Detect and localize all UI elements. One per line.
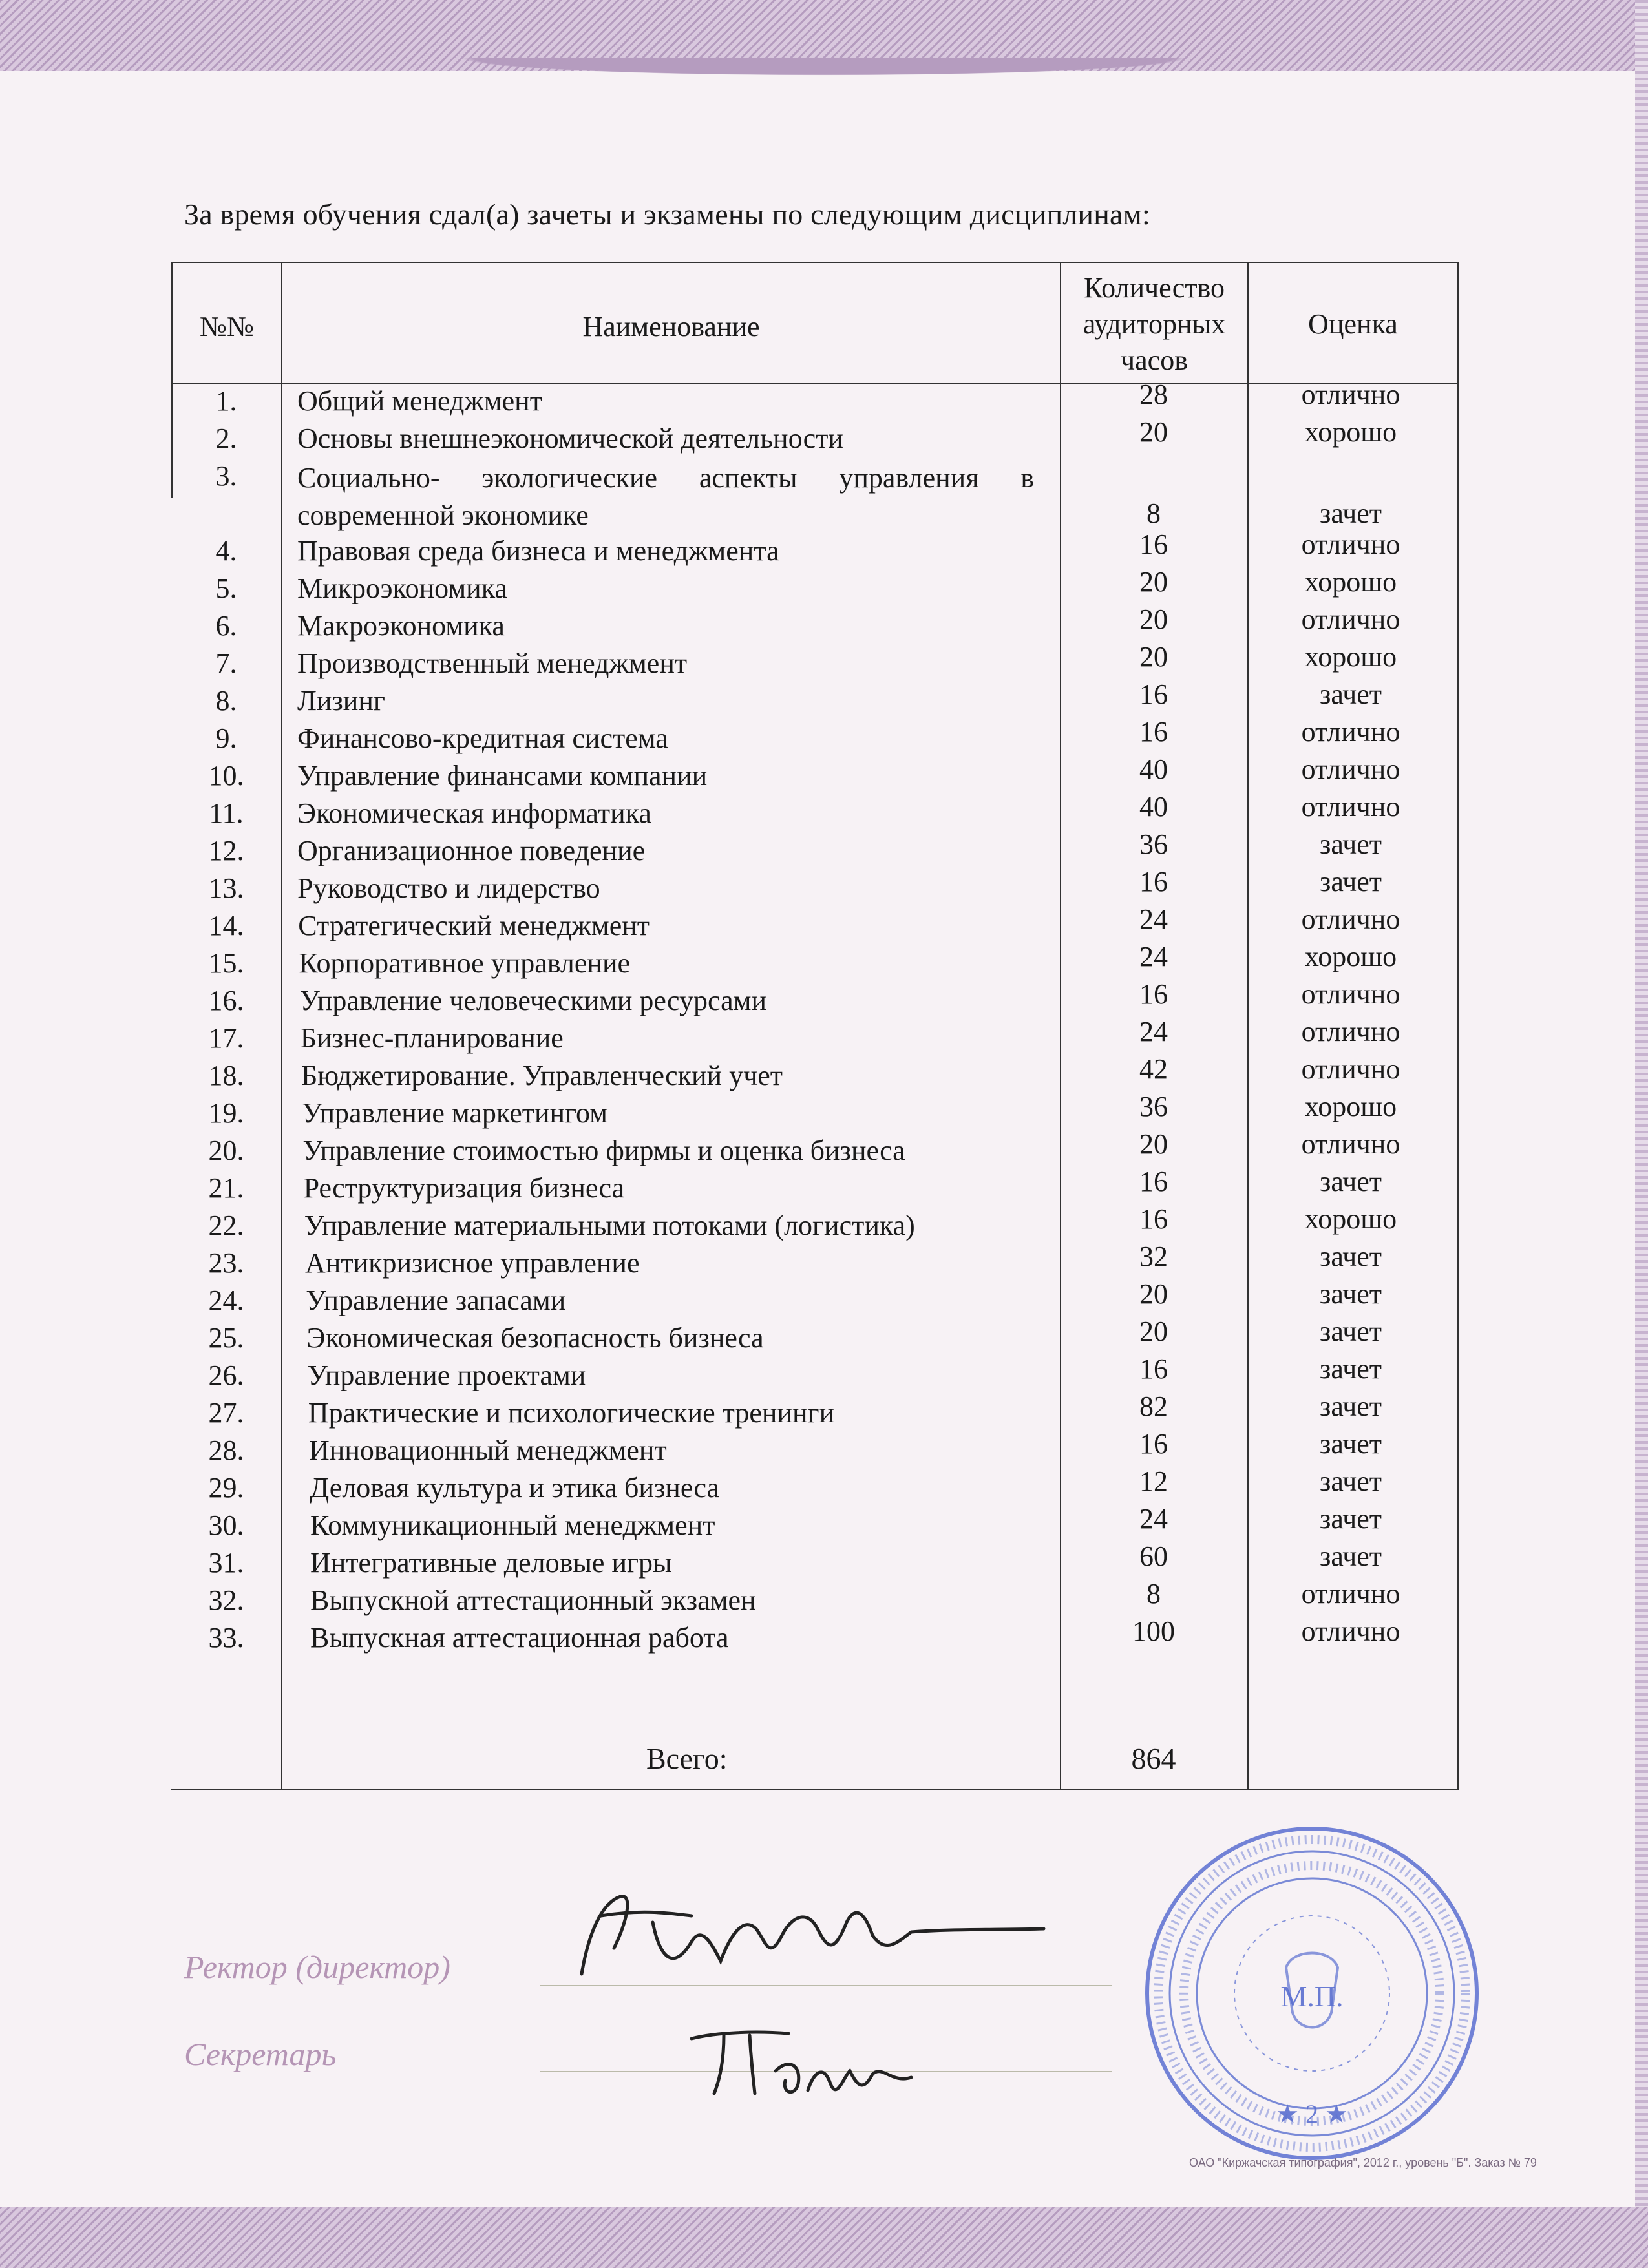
grade-value: зачет (1319, 1465, 1382, 1497)
grade-value: зачет (1319, 1278, 1382, 1310)
hours-value: 16 (1139, 1203, 1168, 1235)
grade-value: отлично (1301, 1615, 1400, 1647)
row-number: 5. (215, 572, 237, 604)
discipline-name: Корпоративное управление (299, 947, 631, 979)
discipline-name: Управление запасами (306, 1285, 566, 1316)
grade-value: отлично (1301, 604, 1400, 635)
grade-value: отлично (1301, 716, 1400, 748)
hours-value: 36 (1139, 1091, 1168, 1122)
hours-value: 24 (1139, 1503, 1168, 1535)
discipline-name: Социально- экологические аспекты управления в современной экономике (297, 462, 1034, 531)
row-number: 27. (208, 1397, 244, 1429)
total-label: Всего: (646, 1742, 728, 1775)
row-number: 19. (208, 1097, 244, 1129)
discipline-name: Управление стоимостью фирмы и оценка бизнеса (302, 1135, 905, 1166)
hours-value: 16 (1139, 1166, 1168, 1197)
row-number: 23. (208, 1247, 244, 1279)
discipline-name: Инновационный менеджмент (309, 1434, 667, 1466)
grade-value: зачет (1319, 1391, 1382, 1422)
guilloche-border-right (1635, 0, 1648, 2268)
row-number: 10. (208, 760, 244, 792)
discipline-name: Деловая культура и этика бизнеса (310, 1472, 720, 1504)
discipline-name: Руководство и лидерство (297, 872, 600, 904)
row-number: 20. (208, 1135, 244, 1166)
header-num: №№ (200, 311, 254, 342)
grade-value: хорошо (1304, 1203, 1397, 1235)
header-hours-line-3: часов (1121, 344, 1188, 376)
discipline-name: Лизинг (297, 685, 385, 717)
hours-value: 20 (1139, 1278, 1168, 1310)
row-number: 3. (215, 460, 237, 492)
discipline-name: Бюджетирование. Управленческий учет (301, 1060, 783, 1091)
hours-value: 16 (1139, 1353, 1168, 1385)
table-row (171, 416, 1457, 459)
hours-value: 20 (1139, 641, 1168, 673)
grade-value: отлично (1301, 1128, 1400, 1160)
grade-value: зачет (1319, 1353, 1382, 1385)
hours-value: 8 (1146, 498, 1161, 529)
hours-value: 28 (1139, 379, 1168, 410)
discipline-name: Бизнес-планирование (300, 1022, 564, 1054)
hours-value: 16 (1139, 866, 1168, 898)
hours-value: 20 (1139, 1128, 1168, 1160)
row-number: 1. (215, 385, 237, 417)
row-number: 13. (208, 872, 244, 904)
hours-value: 60 (1139, 1540, 1168, 1572)
row-number: 11. (209, 797, 244, 829)
official-seal-stamp (1137, 1819, 1486, 2168)
discipline-name: Интегративные деловые игры (310, 1547, 672, 1579)
row-number: 21. (208, 1172, 244, 1204)
grade-value: хорошо (1304, 566, 1397, 598)
grade-value: зачет (1319, 498, 1382, 529)
discipline-name: Управление человеческими ресурсами (299, 985, 766, 1016)
hours-value: 24 (1139, 903, 1168, 935)
table-top-border (171, 262, 1459, 263)
discipline-name: Макроэкономика (297, 610, 505, 642)
header-hours-line-2: аудиторных (1083, 308, 1226, 340)
grade-value: зачет (1319, 678, 1382, 710)
table-bottom-border (171, 1789, 1459, 1790)
row-number: 7. (215, 647, 237, 679)
hours-value: 12 (1139, 1465, 1168, 1497)
row-number: 28. (208, 1434, 244, 1466)
hours-value: 42 (1139, 1053, 1168, 1085)
secretary-signature (679, 2013, 924, 2103)
grade-value: отлично (1301, 1578, 1400, 1610)
discipline-name: Экономическая безопасность бизнеса (306, 1322, 764, 1354)
header-name: Наименование (582, 311, 760, 342)
row-number: 18. (208, 1060, 244, 1091)
row-number: 30. (208, 1509, 244, 1541)
total-value: 864 (1131, 1742, 1176, 1775)
hours-value: 100 (1132, 1615, 1175, 1647)
grade-value: зачет (1319, 866, 1382, 898)
hours-value: 20 (1139, 416, 1168, 448)
discipline-name: Коммуникационный менеджмент (310, 1509, 715, 1541)
hours-value: 16 (1139, 1428, 1168, 1460)
row-number: 25. (208, 1322, 244, 1354)
grade-value: зачет (1319, 1241, 1382, 1272)
discipline-name: Организационное поведение (297, 835, 646, 866)
discipline-name: Производственный менеджмент (297, 647, 688, 679)
grade-value: зачет (1319, 1540, 1382, 1572)
guilloche-border-top (0, 0, 1648, 71)
table-row (171, 459, 1457, 534)
grade-value: зачет (1319, 1316, 1382, 1347)
guilloche-border-bottom (0, 2207, 1648, 2268)
intro-text: За время обучения сдал(а) зачеты и экзамены по следующим дисциплинам: (184, 198, 1150, 231)
grade-value: отлично (1301, 791, 1400, 823)
table-row (171, 1615, 1457, 1659)
row-number: 22. (208, 1210, 244, 1241)
hours-value: 82 (1139, 1391, 1168, 1422)
hours-value: 8 (1146, 1578, 1161, 1610)
hours-value: 24 (1139, 1016, 1168, 1047)
discipline-name: Стратегический менеджмент (298, 910, 650, 941)
grade-value: отлично (1301, 529, 1400, 560)
row-number: 24. (208, 1285, 244, 1316)
row-number: 4. (215, 535, 237, 567)
row-number: 2. (215, 423, 237, 454)
discipline-name: Реструктуризация бизнеса (303, 1172, 625, 1204)
hours-value: 32 (1139, 1241, 1168, 1272)
grade-value: хорошо (1304, 1091, 1397, 1122)
row-number: 12. (208, 835, 244, 866)
row-number: 6. (215, 610, 237, 642)
discipline-name: Основы внешнеэкономической деятельности (297, 423, 843, 454)
row-number: 16. (208, 985, 244, 1016)
seal-center-text: М.П. (1280, 1980, 1344, 2013)
grade-value: отлично (1301, 753, 1400, 785)
row-number: 8. (215, 685, 237, 717)
discipline-name: Выпускная аттестационная работа (310, 1622, 729, 1654)
secretary-label: Секретарь (184, 2036, 337, 2072)
discipline-name: Микроэкономика (297, 572, 507, 604)
printer-note: ОАО "Киржачская типография", 2012 г., уровень "Б". Заказ № 79 (1189, 2156, 1537, 2169)
hours-value: 16 (1139, 716, 1168, 748)
grade-value: хорошо (1304, 416, 1397, 448)
hours-value: 20 (1139, 1316, 1168, 1347)
discipline-name: Общий менеджмент (297, 385, 542, 417)
grade-value: зачет (1319, 1428, 1382, 1460)
grade-value: зачет (1319, 828, 1382, 860)
row-number: 14. (208, 910, 244, 941)
header-grade: Оценка (1308, 308, 1398, 340)
discipline-name: Управление маркетингом (302, 1097, 608, 1129)
svg-text:★ 2 ★: ★ 2 ★ (1276, 2099, 1348, 2128)
row-number: 15. (208, 947, 244, 979)
row-number: 31. (208, 1547, 244, 1579)
hours-value: 20 (1139, 566, 1168, 598)
discipline-name: Управление проектами (307, 1360, 586, 1391)
row-number: 29. (208, 1472, 244, 1504)
discipline-name: Экономическая информатика (297, 797, 651, 829)
row-number: 26. (208, 1360, 244, 1391)
grade-value: зачет (1319, 1503, 1382, 1535)
hours-value: 20 (1139, 604, 1168, 635)
hours-value: 40 (1139, 753, 1168, 785)
grade-value: отлично (1301, 1053, 1400, 1085)
hours-value: 24 (1139, 941, 1168, 972)
discipline-name: Антикризисное управление (305, 1247, 640, 1279)
hours-value: 36 (1139, 828, 1168, 860)
grade-value: хорошо (1304, 941, 1397, 972)
discipline-name: Практические и психологические тренинги (308, 1397, 835, 1429)
grade-value: отлично (1301, 1016, 1400, 1047)
hours-value: 16 (1139, 529, 1168, 560)
grade-value: хорошо (1304, 641, 1397, 673)
hours-value: 16 (1139, 978, 1168, 1010)
grade-value: отлично (1301, 978, 1400, 1010)
grade-value: зачет (1319, 1166, 1382, 1197)
row-number: 32. (208, 1584, 244, 1616)
grade-value: отлично (1301, 379, 1400, 410)
discipline-name: Управление финансами компании (297, 760, 708, 792)
header-hours-line-1: Количество (1083, 272, 1225, 304)
discipline-name: Выпускной аттестационный экзамен (310, 1584, 756, 1616)
hours-value: 16 (1139, 678, 1168, 710)
row-number: 17. (208, 1022, 244, 1054)
table-right-border (1457, 262, 1459, 1790)
row-number: 33. (208, 1622, 244, 1654)
discipline-name: Правовая среда бизнеса и менеджмента (297, 535, 779, 567)
grade-value: отлично (1301, 903, 1400, 935)
discipline-name: Управление материальными потоками (логистика) (304, 1210, 915, 1241)
rector-label: Ректор (директор) (184, 1949, 450, 1985)
rector-signature (562, 1877, 1053, 2000)
row-number: 9. (215, 722, 237, 754)
hours-value: 40 (1139, 791, 1168, 823)
discipline-name: Финансово-кредитная система (297, 722, 668, 754)
